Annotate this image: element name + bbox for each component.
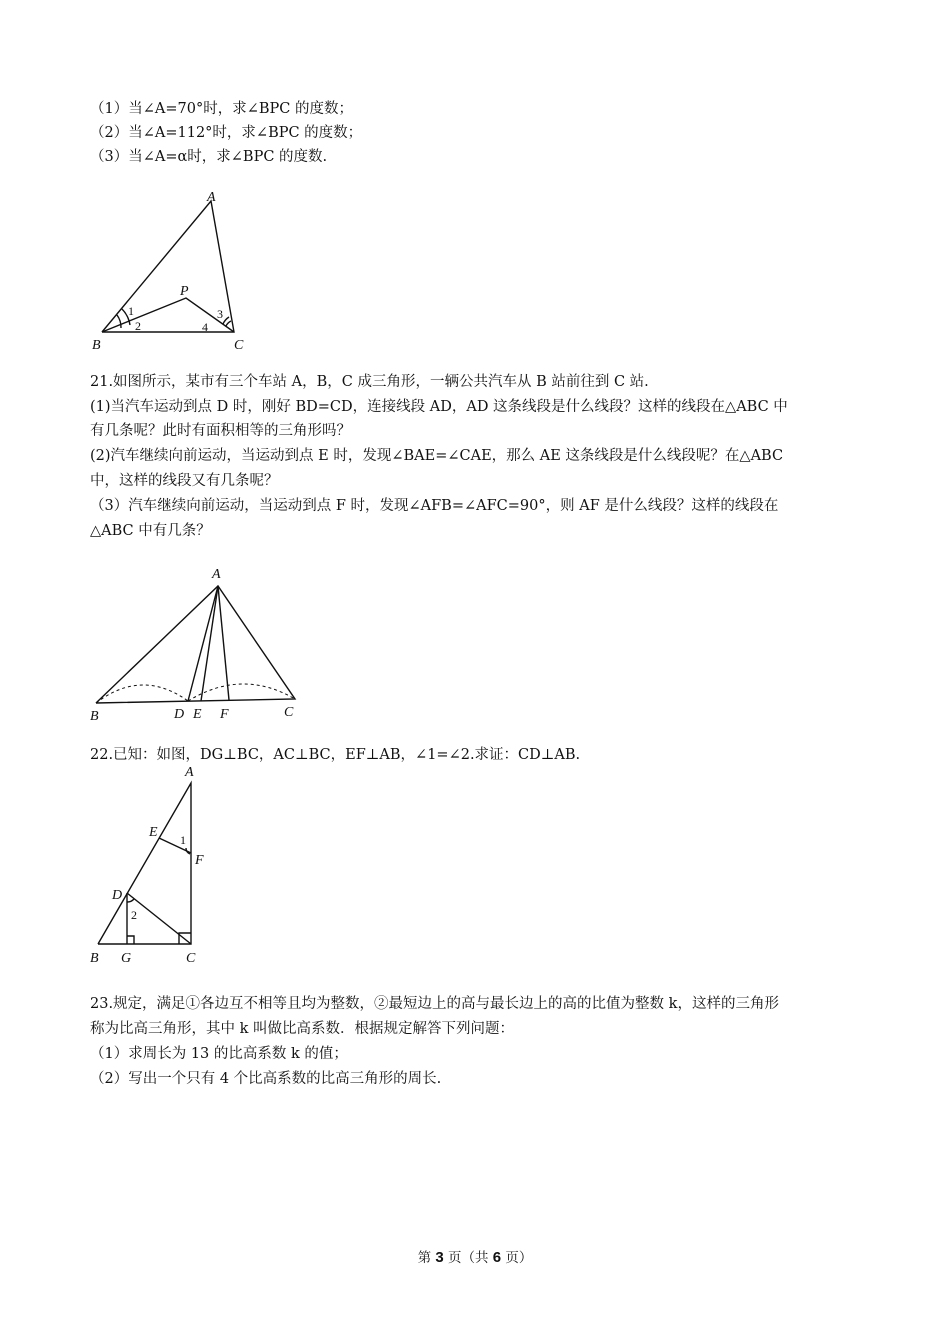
- q21-line-3: 有几条呢？此时有面积相等的三角形吗？: [90, 423, 351, 439]
- q23-line-3: （1）求周长为 13 的比高系数 k 的值；: [90, 1046, 348, 1062]
- q20-item-2: （2）当∠A=112°时，求∠BPC 的度数；: [90, 125, 363, 141]
- q22-label-d: D: [112, 888, 123, 903]
- q21-line-6: （3）汽车继续向前运动，当运动到点 F 时，发现∠AFB=∠AFC=90°，则 AF 是什么线段？这样的线段在: [90, 498, 779, 514]
- footer-middle: 页（共: [443, 1250, 493, 1266]
- q21-line-4: (2)汽车继续向前运动，当运动到点 E 时，发现∠BAE=∠CAE，那么 AE 这条线段是什么线段呢？在△ABC: [90, 448, 784, 464]
- q22-label-e: E: [149, 825, 158, 840]
- q21-label-c: C: [284, 705, 294, 720]
- q22-label-a: A: [185, 765, 194, 780]
- q20-item-3: （3）当∠A=α时，求∠BPC 的度数.: [90, 149, 328, 165]
- q22-right-angle-g: [127, 936, 134, 944]
- q21-line-7: △ABC 中有几条？: [90, 523, 211, 539]
- q21-label-f: F: [220, 707, 229, 722]
- q20-angle-4: 4: [202, 320, 208, 334]
- q21-label-a: A: [212, 567, 221, 582]
- q21-label-e: E: [193, 707, 202, 722]
- q22-triangle: [98, 783, 191, 944]
- q20-label-b: B: [92, 338, 101, 353]
- q20-angle-3: 3: [217, 307, 223, 321]
- q20-figure: [88, 190, 258, 355]
- q20-item-1: （1）当∠A=70°时，求∠BPC 的度数；: [90, 101, 353, 117]
- q20-triangle: [102, 201, 234, 332]
- footer-prefix: 第: [417, 1250, 436, 1266]
- q22-label-c: C: [186, 951, 196, 966]
- page-footer: [0, 1246, 950, 1266]
- q21-triangle: [96, 586, 295, 703]
- q20-label-a: A: [207, 190, 216, 205]
- q21-label-b: B: [90, 709, 99, 724]
- q22-angle-2: 2: [131, 908, 137, 922]
- footer-total-pages: 6: [492, 1249, 502, 1266]
- q20-bisectors: [102, 298, 234, 332]
- q22-arc-2: [127, 899, 134, 902]
- q22-label-f: F: [195, 853, 204, 868]
- q20-angle-2: 2: [135, 319, 141, 333]
- q23-line-2: 称为比高三角形，其中 k 叫做比高系数．根据规定解答下列问题：: [90, 1021, 515, 1037]
- q21-line-2: (1)当汽车运动到点 D 时，刚好 BD=CD，连接线段 AD，AD 这条线段是什么线段？这样的线段在△ABC 中: [90, 399, 788, 415]
- q23-line-1: 23.规定，满足①各边互不相等且均为整数，②最短边上的高与最长边上的高的比值为整数 k，这样的三角形: [90, 996, 779, 1012]
- footer-suffix: 页）: [501, 1250, 533, 1266]
- q20-arc-c-inner: [226, 321, 231, 326]
- q20-label-c: C: [234, 338, 244, 353]
- q23-line-4: （2）写出一个只有 4 个比高系数的比高三角形的周长.: [90, 1071, 442, 1087]
- q22-text: 22.已知：如图，DG⊥BC，AC⊥BC，EF⊥AB，∠1=∠2.求证：CD⊥AB.: [90, 747, 581, 763]
- q22-figure: [84, 762, 214, 972]
- q22-angle-1: 1: [180, 833, 186, 847]
- q21-arc-bd: [96, 685, 188, 703]
- footer-page-number: 3: [435, 1249, 444, 1266]
- q21-segment-af: [218, 586, 229, 700]
- q20-angle-1: 1: [128, 304, 134, 318]
- q21-figure: [86, 562, 311, 727]
- q21-line-5: 中，这样的线段又有几条呢？: [90, 473, 279, 489]
- q22-label-b: B: [90, 951, 99, 966]
- q21-line-1: 21.如图所示，某市有三个车站 A，B，C 成三角形，一辆公共汽车从 B 站前往到 C 站.: [90, 374, 649, 390]
- q21-label-d: D: [174, 707, 185, 722]
- q20-label-p: P: [180, 284, 189, 299]
- q22-label-g: G: [121, 951, 132, 966]
- q21-arc-dc: [188, 684, 295, 701]
